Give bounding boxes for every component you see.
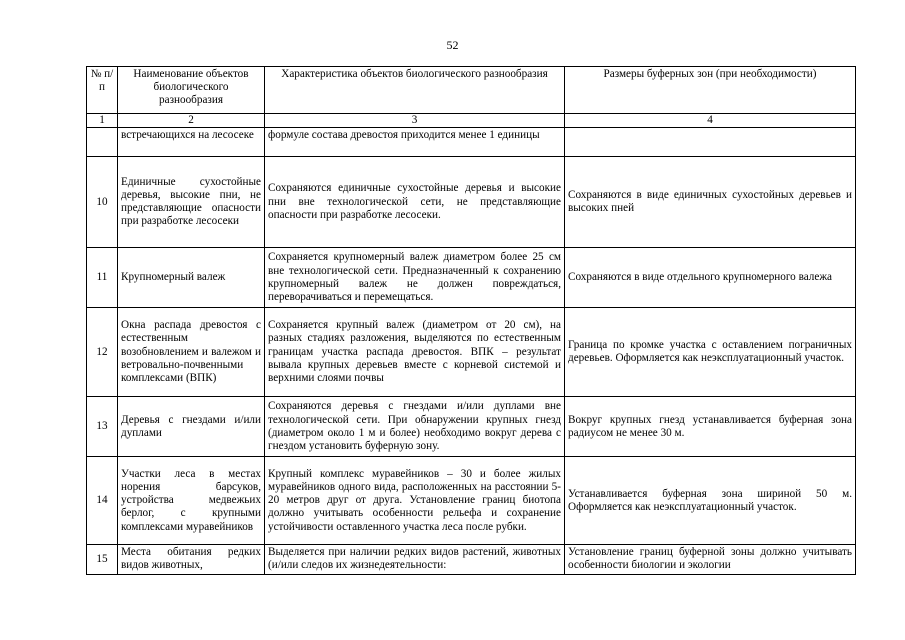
page-number: 52 — [446, 38, 459, 52]
row-number: 12 — [87, 308, 118, 397]
buffer-cell: Устанавливается буферная зона шириной 50 м. Оформляется как неэксплуатационный участок. — [565, 457, 856, 545]
object-name-cell: Единичные сухостойные деревья, высокие пни, не представляющие опасности при разработке лесосеки — [118, 157, 265, 248]
description-cell: Крупный комплекс муравейников – 30 и более жилых муравейников одного вида, расположенных на расстоянии 5-20 метров друг от друга. Установление границ биотопа должно учитывать особенности рельефа и сохранение устойчивости оставленного участка леса после рубки. — [265, 457, 565, 545]
buffer-cell — [565, 128, 856, 157]
description-cell: Выделяется при наличии редких видов растений, животных (и/или следов их жизнедеятельности: — [265, 545, 565, 575]
table-row — [87, 308, 856, 397]
header-number: № п/п — [87, 67, 118, 114]
description-cell: Сохраняются деревья с гнездами и/или дуплами вне технологической сети. При обнаружении крупных гнезд (диаметром около 1 м и более) необходимо вокруг дерева с гнездом установить буферную зону. — [265, 397, 565, 457]
header-characteristics: Характеристика объектов биологического разнообразия — [265, 67, 565, 114]
row-number — [87, 128, 118, 157]
table-header-row — [87, 67, 856, 114]
table-row — [87, 157, 856, 248]
row-number: 14 — [87, 457, 118, 545]
table-row — [87, 545, 856, 575]
object-name-cell: Крупномерный валеж — [118, 248, 265, 308]
description-cell: формуле состава древостоя приходится менее 1 единицы — [265, 128, 565, 157]
column-index: 4 — [565, 114, 856, 128]
row-number: 11 — [87, 248, 118, 308]
table-row — [87, 248, 856, 308]
row-number: 10 — [87, 157, 118, 248]
table-row — [87, 128, 856, 157]
object-name-cell: встречающихся на лесосеке — [118, 128, 265, 157]
row-number: 13 — [87, 397, 118, 457]
buffer-cell: Вокруг крупных гнезд устанавливается буферная зона радиусом не менее 30 м. — [565, 397, 856, 457]
biodiversity-table — [86, 66, 856, 575]
column-index: 1 — [87, 114, 118, 128]
column-index: 2 — [118, 114, 265, 128]
object-name-cell: Окна распада древостоя с естественным возобновлением и валежом и ветровально-почвенными комплексами (ВПК) — [118, 308, 265, 397]
buffer-cell: Сохраняются в виде отдельного крупномерного валежа — [565, 248, 856, 308]
description-cell: Сохраняются единичные сухостойные деревья и высокие пни вне технологической сети, не представляющие опасности при разработке лесосеки. — [265, 157, 565, 248]
table-row — [87, 397, 856, 457]
object-name-cell: Участки леса в местах норения барсуков, устройства медвежьих берлог, с крупными комплексами муравейников — [118, 457, 265, 545]
buffer-cell: Граница по кромке участка с оставлением пограничных деревьев. Оформляется как неэксплуатационный участок. — [565, 308, 856, 397]
header-object-name: Наименование объектов биологического разнообразия — [118, 67, 265, 114]
buffer-cell: Установление границ буферной зоны должно учитывать особенности биологии и экологии — [565, 545, 856, 575]
row-number: 15 — [87, 545, 118, 575]
column-index-row — [87, 114, 856, 128]
table-row — [87, 457, 856, 545]
object-name-cell: Деревья с гнездами и/или дуплами — [118, 397, 265, 457]
buffer-cell: Сохраняются в виде единичных сухостойных деревьев и высоких пней — [565, 157, 856, 248]
object-name-cell: Места обитания редких видов животных, — [118, 545, 265, 575]
description-cell: Сохраняется крупномерный валеж диаметром более 25 см вне технологической сети. Предназначенный к сохранению крупномерный валеж не должен повреждаться, переворачиваться и перемещаться. — [265, 248, 565, 308]
description-cell: Сохраняется крупный валеж (диаметром от 20 см), на разных стадиях разложения, выделяются по естественным границам участка распада древостоя. ВПК – результат вывала крупных деревьев вместе с корневой системой и верхними слоями почвы — [265, 308, 565, 397]
header-buffer-zones: Размеры буферных зон (при необходимости) — [565, 67, 856, 114]
column-index: 3 — [265, 114, 565, 128]
